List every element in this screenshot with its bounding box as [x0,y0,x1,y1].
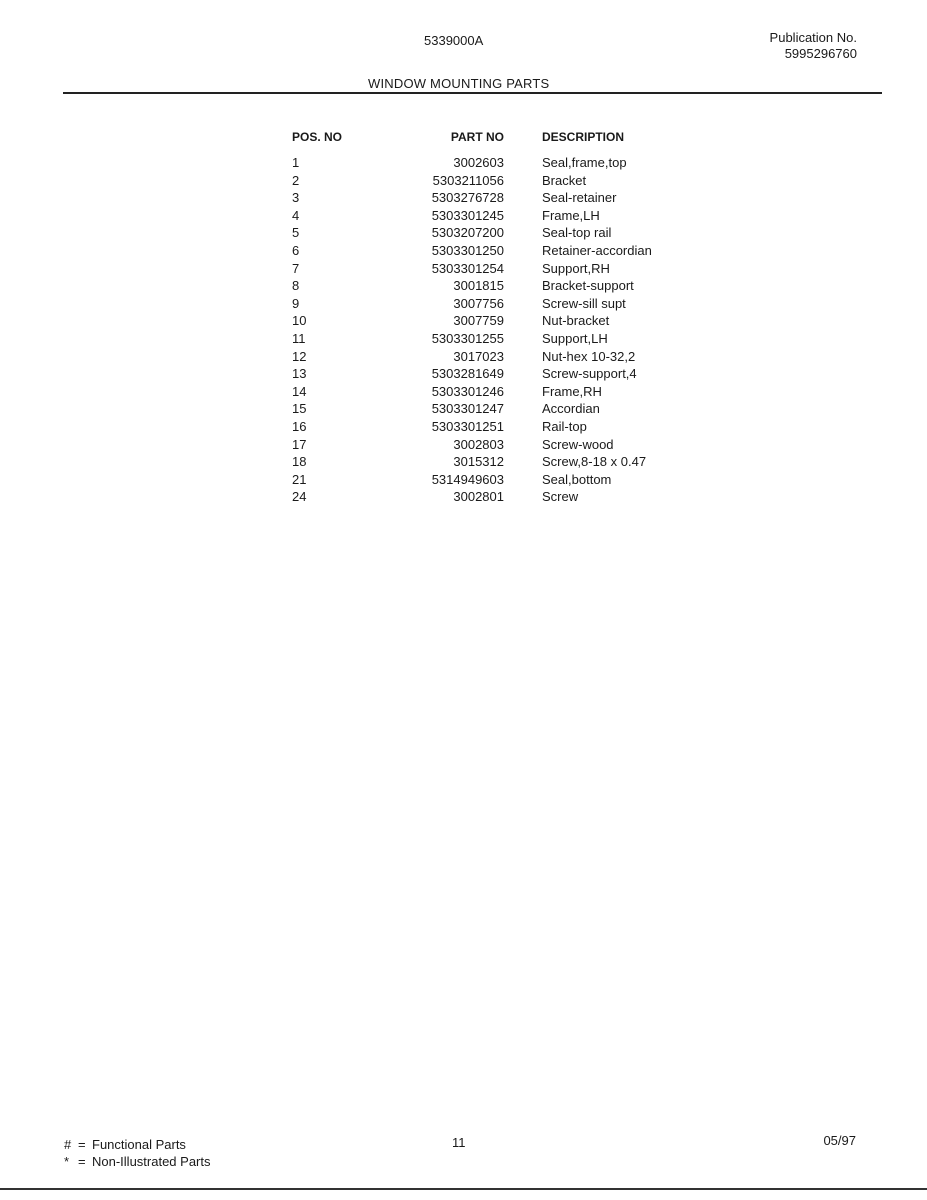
parts-table-body [292,154,762,506]
cell-part-no: 3007759 [453,313,504,329]
cell-part-no: 5303301251 [431,418,504,434]
cell-part-no: 5303276728 [431,190,504,206]
legend-symbol: * [64,1154,70,1169]
cell-pos-no: 10 [292,313,307,329]
cell-pos-no: 4 [292,207,300,223]
cell-part-no: 3007756 [453,295,504,311]
cell-part-no: 3001815 [453,278,504,294]
cell-part-no: 5303207200 [431,225,504,241]
cell-pos-no: 17 [292,436,307,452]
table-row [292,242,762,260]
cell-description: Frame,RH [542,383,602,399]
cell-pos-no: 6 [292,242,300,258]
cell-part-no: 5314949603 [431,471,504,487]
cell-part-no: 5303301254 [431,260,504,276]
cell-description: Seal,frame,top [542,155,627,170]
cell-pos-no: 1 [292,155,300,170]
cell-part-no: 3002803 [453,436,504,452]
table-row [292,471,762,489]
table-row [292,436,762,454]
cell-description: Accordian [542,401,600,417]
table-header-row [292,130,762,154]
section-title: WINDOW MOUNTING PARTS [368,76,550,91]
header-divider [63,92,882,94]
cell-pos-no: 13 [292,366,307,382]
footer-divider [0,1188,927,1190]
cell-part-no: 5303301246 [431,383,504,399]
cell-description: Screw [542,489,579,505]
cell-description: Screw-sill supt [542,295,626,311]
table-row [292,365,762,383]
table-row [292,400,762,418]
legend-text: Non-Illustrated Parts [92,1154,211,1169]
legend-text: Functional Parts [92,1137,186,1152]
cell-part-no: 5303281649 [431,366,504,382]
cell-part-no: 3015312 [453,454,504,470]
publication-label: Publication No. [769,30,857,45]
column-header-pos-no: POS. NO [292,130,343,144]
cell-description: Bracket-support [542,278,634,294]
table-row [292,260,762,278]
cell-pos-no: 24 [292,489,307,505]
table-row [292,418,762,436]
cell-pos-no: 16 [292,418,307,434]
publication-date: 05/97 [823,1133,856,1148]
table-row [292,488,762,506]
table-row [292,154,762,172]
cell-description: Retainer-accordian [542,242,652,258]
cell-description: Support,LH [542,330,608,346]
cell-part-no: 5303301247 [431,401,504,417]
legend-item-non-illustrated [64,1153,211,1170]
model-number: 5339000A [424,33,484,48]
column-header-description: DESCRIPTION [542,130,625,144]
legend-equals: = [78,1137,86,1152]
cell-pos-no: 5 [292,225,300,241]
cell-description: Nut-hex 10-32,2 [542,348,636,364]
page-number: 11 [452,1135,466,1150]
publication-number: 5995296760 [784,46,857,61]
cell-description: Seal,bottom [542,471,612,487]
legend-equals: = [78,1154,86,1169]
publication-block [770,30,857,62]
table-row [292,295,762,313]
cell-pos-no: 7 [292,260,300,276]
cell-part-no: 3002801 [453,489,504,505]
cell-description: Screw-support,4 [542,366,637,382]
legend-item-functional [64,1136,211,1153]
cell-pos-no: 8 [292,278,300,294]
table-row [292,172,762,190]
table-row [292,207,762,225]
cell-part-no: 5303301250 [431,242,504,258]
cell-description: Seal-top rail [542,225,612,241]
table-row [292,224,762,242]
table-row [292,312,762,330]
cell-description: Nut-bracket [542,313,610,329]
table-row [292,277,762,295]
cell-description: Bracket [542,172,587,188]
cell-pos-no: 3 [292,190,300,206]
cell-pos-no: 21 [292,471,307,487]
cell-part-no: 5303211056 [432,172,504,188]
cell-part-no: 3017023 [453,348,504,364]
cell-pos-no: 9 [292,295,300,311]
table-row [292,189,762,207]
cell-description: Support,RH [542,260,610,276]
cell-description: Screw,8-18 x 0.47 [542,454,647,470]
table-row [292,383,762,401]
cell-pos-no: 12 [292,348,307,364]
table-row [292,453,762,471]
cell-pos-no: 15 [292,401,307,417]
cell-pos-no: 2 [292,172,300,188]
table-row [292,330,762,348]
cell-part-no: 5303301255 [431,330,504,346]
cell-part-no: 5303301245 [431,207,504,223]
cell-part-no: 3002603 [453,155,504,170]
parts-table [292,130,762,506]
cell-pos-no: 11 [292,330,306,346]
legend [64,1136,211,1170]
column-header-part-no: PART NO [450,130,504,144]
cell-description: Frame,LH [542,207,600,223]
cell-description: Rail-top [542,418,587,434]
cell-description: Seal-retainer [542,190,617,206]
cell-pos-no: 14 [292,383,307,399]
cell-pos-no: 18 [292,454,307,470]
cell-description: Screw-wood [542,436,614,452]
table-row [292,348,762,366]
legend-symbol: # [64,1137,72,1152]
